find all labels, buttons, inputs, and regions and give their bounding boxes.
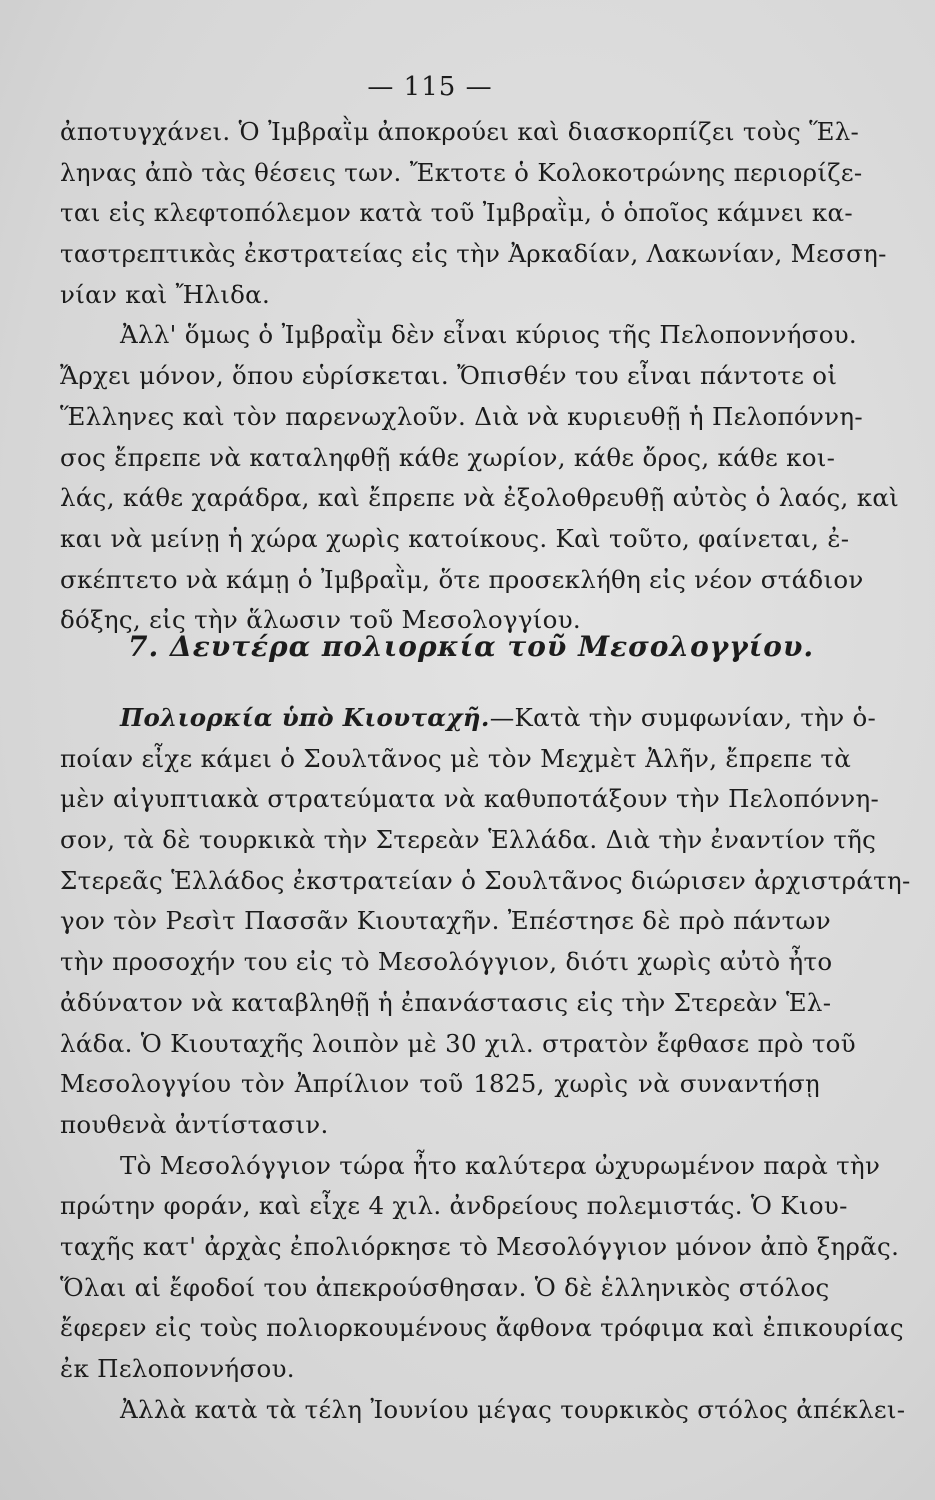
text-line: ἐκ Πελοποννήσου.	[60, 1354, 295, 1383]
text-line: ἀδύνατον νὰ καταβληθῇ ἡ ἐπανάστασις εἰς τὴν Στερεὰν Ἑλ-	[60, 987, 832, 1017]
text-line: Μεσολογγίου τὸν Ἀπρίλιον τοῦ 1825, χωρὶς νὰ συναντήσῃ	[60, 1069, 820, 1099]
text-line	[60, 698, 877, 739]
page-number: — 115 —	[367, 72, 493, 102]
text-line: δόξης, εἰς τὴν ἅλωσιν τοῦ Μεσολογγίου.	[60, 605, 581, 635]
text-line: και νὰ μείνῃ ἡ χώρα χωρὶς κατοίκους. Καὶ τοῦτο, φαίνεται, ἐ-	[60, 523, 850, 553]
text-line: Τὸ Μεσολόγγιον τώρα ἦτο καλύτερα ὠχυρωμένον παρὰ τὴν	[120, 1150, 881, 1180]
text-line-continuation: —Κατὰ τὴν συμφωνίαν, τὴν ὁ-	[489, 703, 877, 732]
text-line: σκέπτετο νὰ κάμῃ ὁ Ἰμβραῒμ, ὅτε προσεκλήθη εἰς νέον στάδιον	[60, 564, 864, 594]
text-line: ται εἰς κλεφτοπόλεμον κατὰ τοῦ Ἰμβραῒμ, ὁ ὁποῖος κάμνει κα-	[60, 198, 853, 228]
text-line: λάδα. Ὁ Κιουταχῆς λοιπὸν μὲ 30 χιλ. στρατὸν ἔφθασε πρὸ τοῦ	[60, 1028, 856, 1058]
text-line: γον τὸν Ρεσὶτ Πασσᾶν Κιουταχῆν. Ἐπέστησε δὲ πρὸ πάντων	[60, 906, 831, 936]
text-line: ποίαν εἶχε κάμει ὁ Σουλτᾶνος μὲ τὸν Μεχμὲτ Ἀλῆν, ἔπρεπε τὰ	[60, 743, 852, 773]
text-line: πουθενὰ ἀντίστασιν.	[60, 1109, 329, 1139]
text-line: ταχῆς κατ' ἀρχὰς ἐπολιόρκησε τὸ Μεσολόγγιον μόνον ἀπὸ ξηρᾶς.	[60, 1231, 900, 1261]
text-line: Ἄρχει μόνον, ὅπου εὑρίσκεται. Ὄπισθέν του εἶναι πάντοτε οἱ	[60, 361, 838, 391]
section-heading: 7. Δευτέρα πολιορκία τοῦ Μεσολογγίου.	[128, 630, 815, 663]
section-text-block	[60, 698, 911, 1430]
text-line: σον, τὰ δὲ τουρκικὰ τὴν Στερεὰν Ἑλλάδα. Διὰ τὴν ἐναντίον τῆς	[60, 825, 877, 855]
text-line: ληνας ἀπὸ τὰς θέσεις των. Ἔκτοτε ὁ Κολοκοτρώνης περιορίζε-	[60, 157, 863, 187]
text-line: ταστρεπτικὰς ἐκστρατείας εἰς τὴν Ἀρκαδίαν, Λακωνίαν, Μεσση-	[60, 239, 887, 269]
top-text-block	[60, 112, 900, 641]
text-line: Ὅλαι αἱ ἔφοδοί του ἀπεκρούσθησαν. Ὁ δὲ ἑλληνικὸς στόλος	[60, 1272, 830, 1302]
text-line: νίαν καὶ Ἤλιδα.	[60, 279, 271, 309]
text-line: τὴν προσοχήν του εἰς τὸ Μεσολόγγιον, διότι χωρὶς αὐτὸ ἦτο	[60, 947, 833, 977]
text-line: ἀποτυγχάνει. Ὁ Ἰμβραῒμ ἀποκρούει καὶ διασκορπίζει τοὺς Ἕλ-	[60, 117, 860, 146]
text-line: λάς, κάθε χαράδρα, καὶ ἔπρεπε νὰ ἐξολοθρευθῇ αὐτὸς ὁ λαός, καὶ	[60, 483, 900, 513]
text-line: Στερεᾶς Ἑλλάδος ἐκστρατείαν ὁ Σουλτᾶνος διώρισεν ἀρχιστράτη-	[60, 865, 911, 895]
subheading: Πολιορκία ὑπὸ Κιουταχῆ.	[120, 703, 490, 732]
text-line: μὲν αἰγυπτιακὰ στρατεύματα νὰ καθυποτάξουν τὴν Πελοπόννη-	[60, 784, 880, 814]
text-line: σος ἔπρεπε νὰ καταληφθῇ κάθε χωρίον, κάθε ὄρος, κάθε κοι-	[60, 442, 836, 472]
text-line: πρώτην φοράν, καὶ εἶχε 4 χιλ. ἀνδρείους πολεμιστάς. Ὁ Κιου-	[60, 1191, 848, 1221]
text-line: Ἕλληνες καὶ τὸν παρενωχλοῦν. Διὰ νὰ κυριευθῇ ἡ Πελοπόννη-	[60, 401, 863, 431]
text-line: Ἀλλὰ κατὰ τὰ τέλη Ἰουνίου μέγας τουρκικὸς στόλος ἀπέκλει-	[120, 1394, 906, 1424]
text-line: ἔφερεν εἰς τοὺς πολιορκουμένους ἄφθονα τρόφιμα καὶ ἐπικουρίας	[60, 1313, 904, 1343]
text-line: Ἀλλ' ὅμως ὁ Ἰμβραῒμ δὲν εἶναι κύριος τῆς Πελοποννήσου.	[120, 320, 858, 350]
